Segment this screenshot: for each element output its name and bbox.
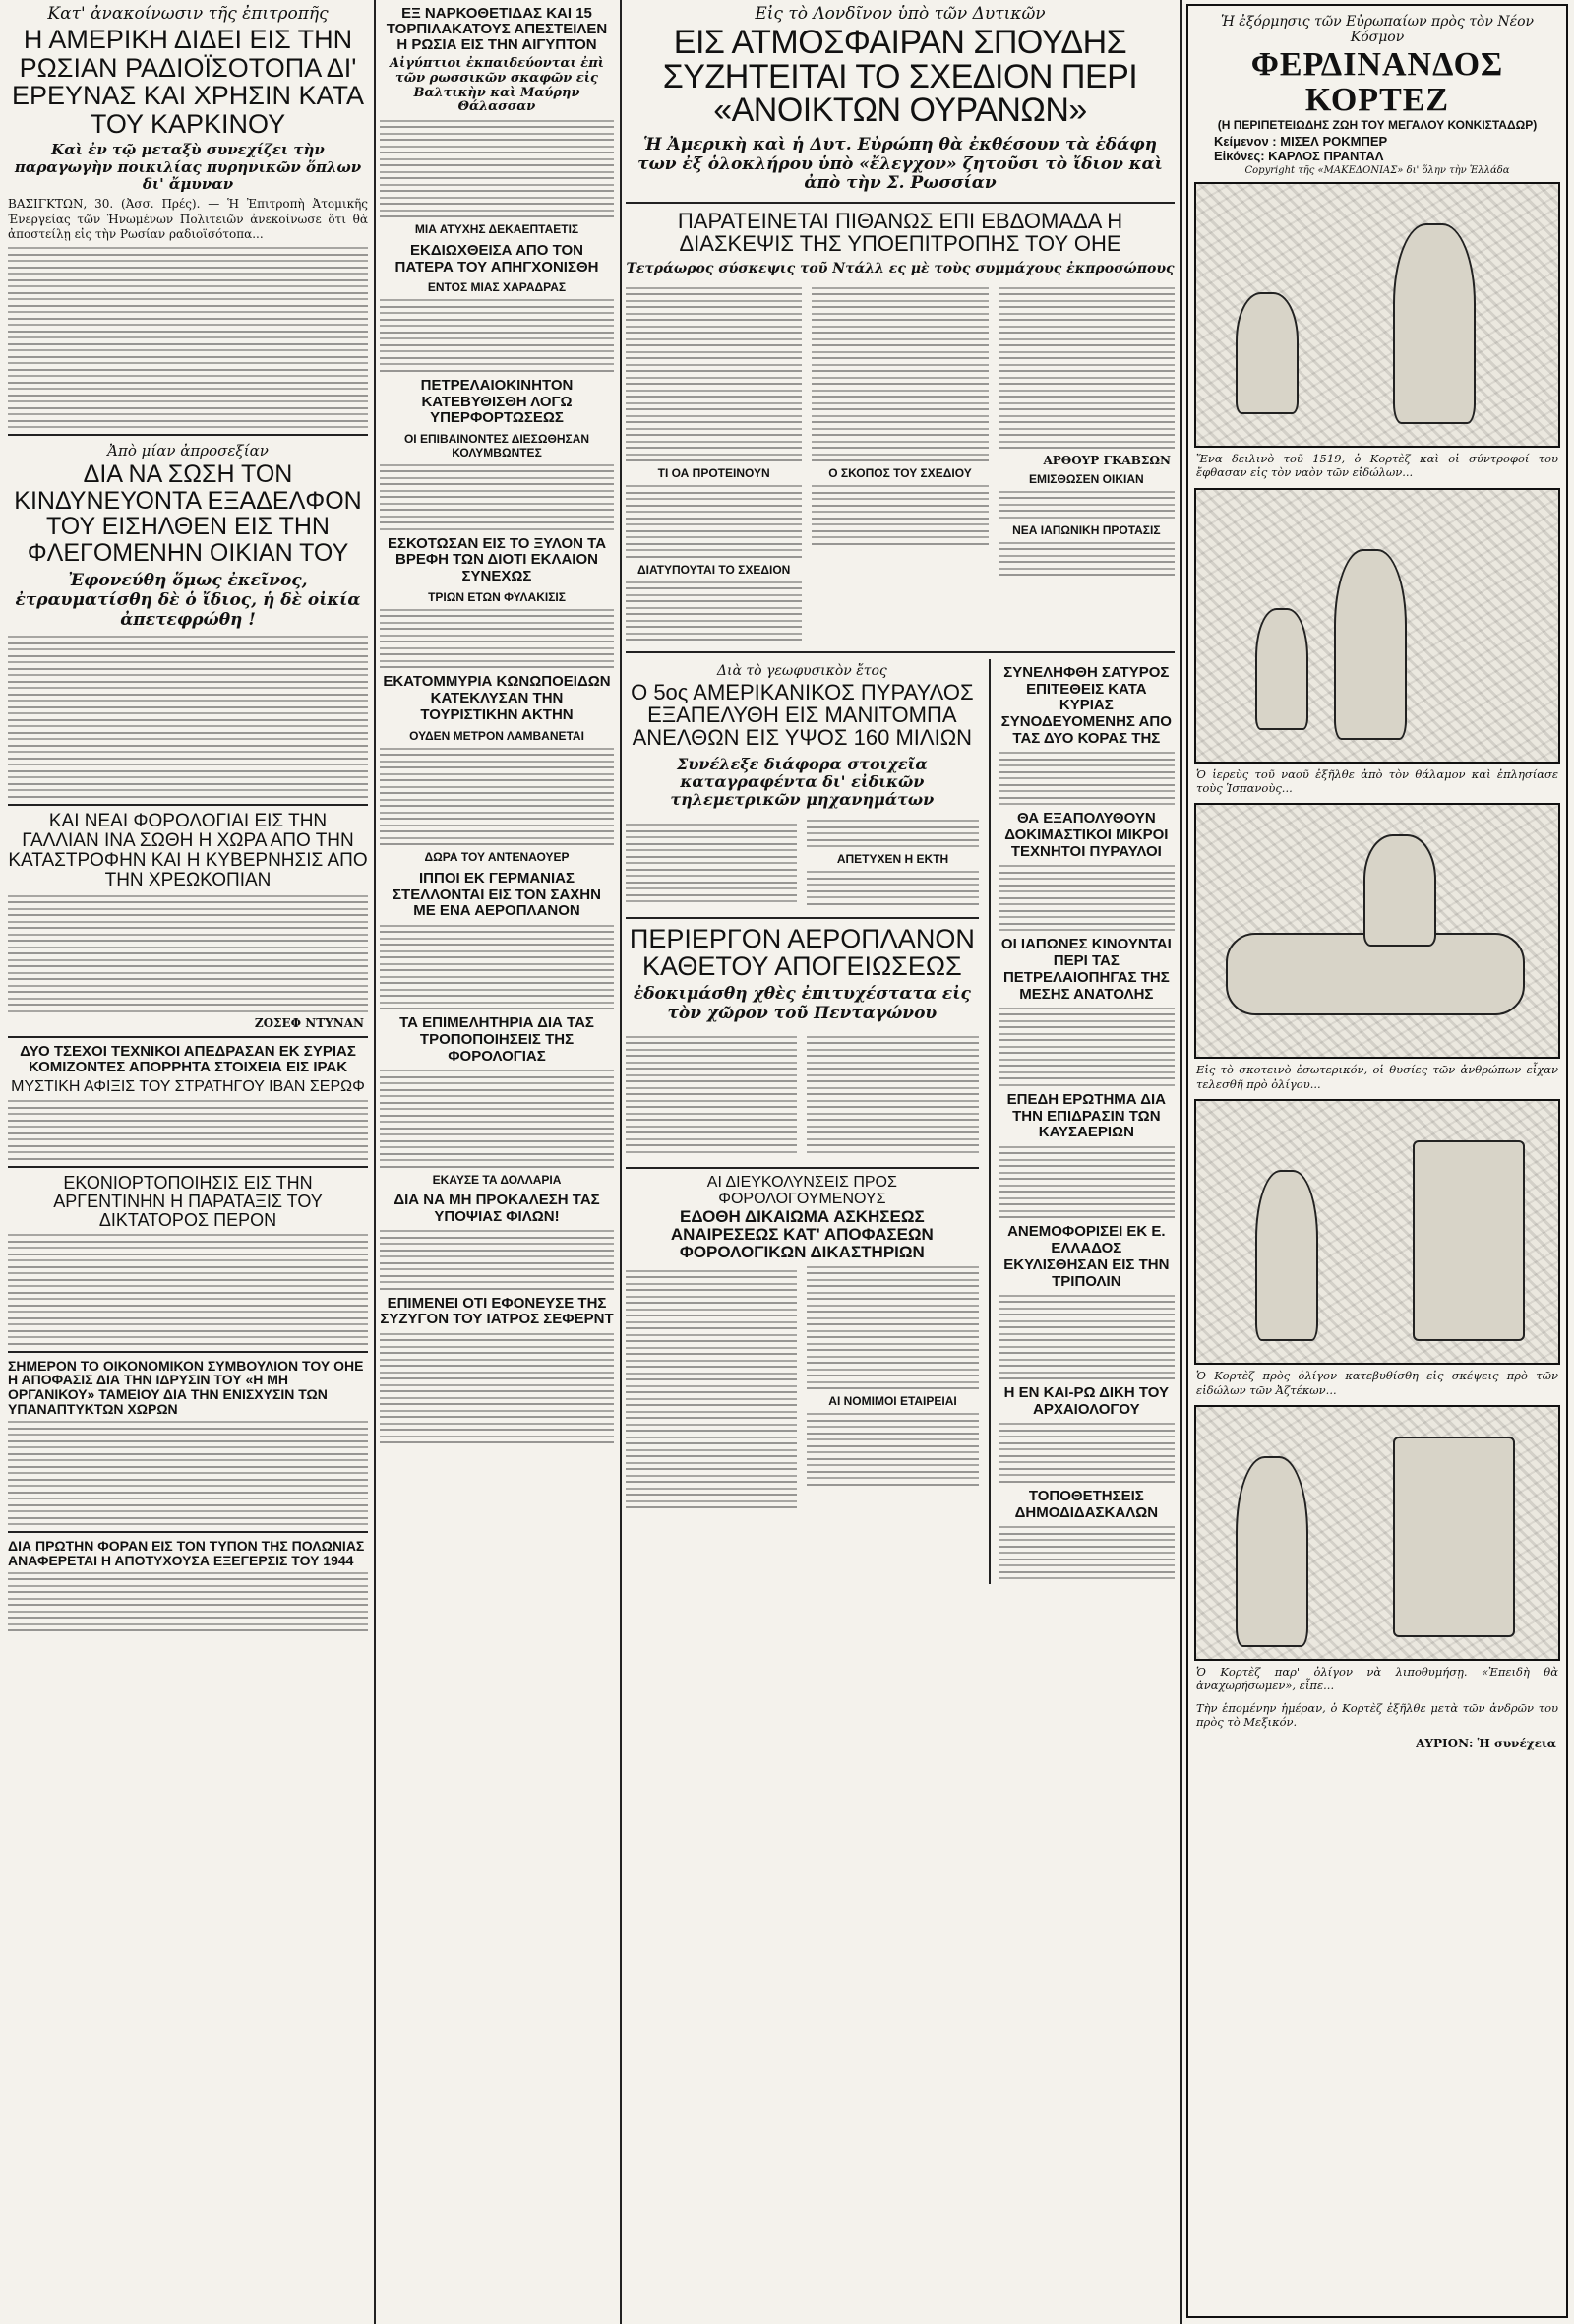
column-rule (620, 0, 622, 2324)
headline-japanese-oil: ΟΙ ΙΑΠΩΝΕΣ ΚΙΝΟΥΝΤΑΙ ΠΕΡΙ ΤΑΣ ΠΕΤΡΕΛΑΙΟΠΗΓΑΣ ΤΗΣ ΜΕΣΗΣ ΑΝΑΤΟΛΗΣ (1000, 936, 1172, 1003)
figure (1236, 292, 1299, 414)
panel-caption: Ὁ Κορτὲζ παρ' ὀλίγον νὰ λιποθυμήσῃ. «Ἐπειδὴ θὰ ἀναχωρήσωμεν», εἶπε... (1196, 1664, 1558, 1693)
kicker: Κατ' ἀνακοίνωσιν τῆς ἐπιτροπῆς (47, 4, 329, 24)
headline-satyr: ΣΥΝΕΛΗΦΘΗ ΣΑΤΥΡΟΣ ΕΠΙΤΕΘΕΙΣ ΚΑΤΑ ΚΥΡΙΑΣ ΣΥΝΟΔΕΥΟΜΕΝΗΣ ΑΠΟ ΤΑΣ ΔΥΟ ΚΟΡΑΣ ΤΗΣ (1000, 663, 1172, 747)
article-body (380, 609, 614, 669)
article-body (807, 871, 978, 905)
headline-test-rockets: ΘΑ ΕΞΑΠΟΛΥΘΟΥΝ ΔΟΚΙΜΑΣΤΙΚΟΙ ΜΙΚΡΟΙ ΤΕΧΝΗΤΟΙ ΠΥΡΑΥΛΟΙ (1004, 810, 1169, 860)
copyright: Copyright τῆς «ΜΑΚΕΔΟΝΙΑΣ» δι' ὅλην τὴν Ἑλλάδα (1244, 164, 1510, 176)
article-columns (626, 1027, 979, 1161)
subheadline: Τετράωρος σύσκεψις τοῦ Ντάλλ ες μὲ τοὺς συμμάχους ἐκπροσώπους (626, 261, 1175, 277)
lower-section (626, 659, 1175, 1584)
kicker: ΕΜΙΣΘΩΣΕΝ ΟΙΚΙΑΝ (1028, 471, 1144, 486)
credit-text: Κείμενον : ΜΙΣΕΛ ΡΟΚΜΠΕΡ (1214, 133, 1388, 149)
divider (8, 804, 368, 806)
divider (8, 1166, 368, 1168)
kicker: ΑΠΕΤΥΧΕΝ Η ΕΚΤΗ (836, 852, 949, 867)
column-rule (374, 0, 376, 2324)
headline-argentina: ΕΚΟΝΙΟΡΤΟΠΟΙΗΣΙΣ ΕΙΣ ΤΗΝ ΑΡΓΕΝΤΙΝΗΝ Η ΠΑΡΑΤΑΞΙΣ ΤΟΥ ΔΙΚΤΑΤΟΡΟΣ ΠΕΡΟΝ (53, 1172, 323, 1230)
divider (626, 917, 979, 919)
kicker: ΤΙ ΟΑ ΠΡΟΤΕΙΝΟΥΝ (657, 466, 770, 481)
kicker: ΝΕΑ ΙΑΠΩΝΙΚΗ ΠΡΟΤΑΣΙΣ (1012, 522, 1161, 537)
subheadline: Συνέλεξε διάφορα στοιχεῖα καταγραφέντα δι' εἰδικῶν τηλεμετρικῶν μηχανημάτων (670, 754, 935, 810)
article-columns (626, 816, 979, 911)
rocket-story (626, 659, 979, 1584)
article-body (999, 752, 1175, 805)
article-body (626, 820, 797, 907)
kicker: ΑΙ ΝΟΜΙΜΟΙ ΕΤΑΙΡΕΙΑΙ (828, 1394, 957, 1409)
comic-panel-2 (1194, 488, 1560, 764)
column-2 (380, 0, 614, 1448)
kicker: ΟΥΔΕΝ ΜΕΤΡΟΝ ΛΑΜΒΑΝΕΤΑΙ (409, 728, 584, 743)
article-body (8, 636, 368, 798)
panel-caption: Ὁ Κορτὲζ πρὸς ὀλίγον κατεβυθίσθη εἰς σκέψεις πρὸ τῶν εἰδώλων τῶν Ἀζτέκων... (1196, 1369, 1558, 1397)
kicker: ΤΡΙΩΝ ΕΤΩΝ ΦΥΛΑΚΙΣΙΣ (428, 590, 566, 605)
article-body (999, 1008, 1175, 1086)
kicker: Ο ΣΚΟΠΟΣ ΤΟΥ ΣΧΕΔΙΟΥ (828, 466, 972, 481)
divider (8, 1531, 368, 1533)
comic-panel-4 (1194, 1099, 1560, 1365)
priest-figure (1363, 834, 1436, 947)
divider (626, 1167, 979, 1169)
byline: ΖΟΣΕΦ ΝΤΥΝΑΝ (254, 1016, 364, 1031)
comic-panel-5 (1194, 1405, 1560, 1661)
headline-vtol-plane: ΠΕΡΙΕΡΓΟΝ ΑΕΡΟΠΛΑΝΟΝ ΚΑΘΕΤΟΥ ΑΠΟΓΕΙΩΣΕΩΣ (629, 923, 975, 982)
headline-archaeologist: Η ΕΝ ΚΑΙ-ΡΩ ΔΙΚΗ ΤΟΥ ΑΡΧΑΙΟΛΟΓΟΥ (1003, 1384, 1170, 1419)
serial-title: ΦΕΡΔΙΝΑΝΔΟΣ ΚΟΡΤΕΖ (1250, 46, 1504, 118)
article-body (626, 287, 802, 462)
article-body (8, 1421, 368, 1525)
article-body (999, 1146, 1175, 1219)
article-body (380, 748, 614, 846)
cortez-serial (1186, 4, 1568, 2318)
article-body (999, 1423, 1175, 1483)
headline-un-subcommittee: ΠΑΡΑΤΕΙΝΕΤΑΙ ΠΙΘΑΝΩΣ ΕΠΙ ΕΒΔΟΜΑΔΑ Η ΔΙΑΣΚΕΨΙΣ ΤΗΣ ΥΠΟΕΠΙΤΡΟΠΗΣ ΤΟΥ ΟΗΕ (677, 208, 1123, 256)
credit-images: Εἰκόνες: ΚΑΡΛΟΣ ΠΡΑΝΤΑΛ (1214, 148, 1384, 163)
article-body (999, 1526, 1175, 1579)
article-body (380, 1070, 614, 1168)
headline-teachers: ΤΟΠΟΘΕΤΗΣΕΙΣ ΔΗΜΟΔΙΔΑΣΚΑΛΩΝ (1014, 1487, 1159, 1521)
headline-open-skies: ΕΙΣ ΑΤΜΟΣΦΑΙΡΑΝ ΣΠΟΥΔΗΣ ΣΥΖΗΤΕΙΤΑΙ ΤΟ ΣΧΕΔΙΟΝ ΠΕΡΙ «ΑΝΟΙΚΤΩΝ ΟΥΡΑΝΩΝ» (662, 24, 1138, 130)
article-body (380, 120, 614, 218)
headline-radioisotopes: Η ΑΜΕΡΙΚΗ ΔΙΔΕΙ ΕΙΣ ΤΗΝ ΡΩΣΙΑΝ ΡΑΔΙΟΪΣΟΤΟΠΑ ΔΙ' ΕΡΕΥΝΑΣ ΚΑΙ ΧΡΗΣΙΝ ΚΑΤΑ ΤΟΥ ΚΑΡΚΙΝΟΥ (12, 25, 364, 139)
dateline: ΒΑΣΙΓΚΤΩΝ, 30. (Ἀσσ. Πρές). — Ἡ Ἐπιτροπὴ Ἀτομικῆς Ἐνεργείας τῶν Ἡνωμένων Πολιτειῶν ἀνεκοίνωσε ὅτι θὰ ἀποστείλῃ εἰς τὴν Ρωσίαν ραδιοϊσότοπα... (8, 197, 368, 242)
article-body (380, 299, 614, 372)
divider (626, 651, 1175, 653)
headline-oil-tanker: ΠΕΤΡΕΛΑΙΟΚΙΝΗΤΟΝ ΚΑΤΕΒΥΘΙΣΘΗ ΛΟΓΩ ΥΠΕΡΦΟΡΤΩΣΕΩΣ (420, 376, 574, 427)
soldier-figure (1255, 608, 1308, 730)
article-body (999, 491, 1175, 519)
column-rule (1180, 0, 1182, 2324)
article-body (999, 287, 1175, 450)
text-column (812, 282, 988, 644)
priest-figure (1334, 549, 1407, 740)
kicker: ΔΩΡΑ ΤΟΥ ΑΝΤΕΝΑΟΥΕΡ (424, 850, 570, 865)
headline-sheffield: ΕΠΙΜΕΝΕΙ ΟΤΙ ΕΦΟΝΕΥΣΕ ΤΗΣ ΣΥΖΥΓΟΝ ΤΟΥ ΙΑΤΡΟΣ ΣΕΦΕΡΝΤ (380, 1294, 614, 1328)
article-body (626, 1031, 797, 1157)
subheadline: Ἡ Ἀμερικὴ καὶ ἡ Δυτ. Εὐρώπη θὰ ἐκθέσουν τὰ ἐδάφη των ἐξ ὁλοκλήρου ὑπὸ «ἔλεγχον» ζητοῦσι τὸ ἴδιον καὶ ἀπὸ τὴν Σ. Ρωσσίαν (637, 135, 1163, 194)
headline-czech-technicians: ΔΥΟ ΤΣΕΧΟΙ ΤΕΧΝΙΚΟΙ ΑΠΕΔΡΑΣΑΝ ΕΚ ΣΥΡΙΑΣ ΚΟΜΙΖΟΝΤΕΣ ΑΠΟΡΡΗΤΑ ΣΤΟΙΧΕΙΑ ΕΙΣ ΙΡΑΚ (20, 1043, 356, 1075)
article-columns (626, 1261, 979, 1517)
article-body (807, 1413, 978, 1486)
article-body (812, 287, 988, 462)
cortez-figure (1255, 1170, 1318, 1341)
panel-caption: Ὁ ἱερεὺς τοῦ ναοῦ ἐξῆλθε ἀπὸ τὸν θάλαμον καὶ ἐπλησίασε τοὺς Ἱσπανοὺς... (1196, 766, 1558, 796)
article-body (812, 485, 988, 545)
headline-tripoli: ΑΝΕΜΟΦΟΡΙΣΕΙ ΕΚ Ε. ΕΛΛΑΔΟΣ ΕΚΥΛΙΣΘΗΣΑΝ ΕΙΣ ΤΗΝ ΤΡΙΠΟΛΙΝ (1003, 1223, 1170, 1290)
headline-mosquitoes: ΕΚΑΤΟΜΜΥΡΙΑ ΚΩΝΩΠΟΕΙΔΩΝ ΚΑΤΕΚΛΥΣΑΝ ΤΗΝ ΤΟΥΡΙΣΤΙΚΗΝ ΑΚΤΗΝ (383, 673, 611, 724)
side-briefs (989, 659, 1175, 1584)
article-body (8, 1100, 368, 1160)
column-1 (8, 0, 368, 1636)
article-body (999, 542, 1175, 577)
article-body (380, 1333, 614, 1444)
article-body (626, 485, 802, 558)
kicker: Εἰς τὸ Λονδῖνον ὑπὸ τῶν Δυτικῶν (755, 4, 1046, 24)
article-body (626, 581, 802, 642)
article-body (380, 464, 614, 530)
article-body (807, 820, 978, 847)
divider (8, 1036, 368, 1038)
article-body (8, 247, 368, 428)
comic-panel-1 (1194, 182, 1560, 448)
headline-serov: ΜΥΣΤΙΚΗ ΑΦΙΞΙΣ ΤΟΥ ΣΤΡΑΤΗΓΟΥ ΙΒΑΝ ΣΕΡΩΦ (11, 1077, 365, 1095)
headline-rocket: Ο 5ος ΑΜΕΡΙΚΑΝΙΚΟΣ ΠΥΡΑΥΛΟΣ ΕΞΑΠΕΛΥΘΗ ΕΙΣ ΜΑΝΙΤΟΜΠΑ ΑΝΕΛΘΩΝ ΕΙΣ ΥΨΟΣ 160 ΜΙΛΙΩΝ (631, 679, 974, 751)
divider (8, 1351, 368, 1353)
article-body (380, 925, 614, 1010)
panel-caption: Ἕνα δειλινὸ τοῦ 1519, ὁ Κορτὲζ καὶ οἱ σύντροφοί του ἔφθασαν εἰς τὸν ναὸν τῶν εἰδώλων... (1196, 451, 1558, 480)
article-body (8, 895, 368, 1012)
kicker: ΕΝΤΟΣ ΜΙΑΣ ΧΑΡΑΔΡΑΣ (427, 280, 567, 295)
article-body (999, 865, 1175, 931)
article-body (807, 1266, 978, 1390)
article-columns (626, 282, 1175, 644)
headline-17-year-old: ΕΚΔΙΩΧΘΕΙΣΑ ΑΠΟ ΤΟΝ ΠΑΤΕΡΑ ΤΟΥ ΑΠΗΓΧΟΝΙΣΘΗ (394, 241, 599, 275)
headline-chambers-tax: ΤΑ ΕΠΙΜΕΛΗΤΗΡΙΑ ΔΙΑ ΤΑΣ ΤΡΟΠΟΠΟΙΗΣΕΙΣ ΤΗΣ ΦΟΡΟΛΟΓΙΑΣ (399, 1014, 594, 1065)
temple-figure (1393, 1437, 1515, 1637)
panel-caption: Εἰς τὸ σκοτεινὸ ἐσωτερικόν, οἱ θυσίες τῶν ἀνθρώπων εἶχαν τελεσθῆ πρὸ ὀλίγου... (1196, 1063, 1558, 1091)
comic-panel-3 (1194, 803, 1560, 1059)
headline-un-council: ΣΗΜΕΡΟΝ ΤΟ ΟΙΚΟΝΟΜΙΚΟΝ ΣΥΜΒΟΥΛΙΟΝ ΤΟΥ ΟΗΕ Η ΑΠΟΦΑΣΙΣ ΔΙΑ ΤΗΝ ΙΔΡΥΣΙΝ ΤΟΥ «Η ΜΗ ΟΡΓΑΝΙΚΟΥ» ΤΑΜΕΙΟΥ ΔΙΑ ΤΗΝ ΕΝΙΣΧΥΣΙΝ ΤΩΝ ΥΠΑΝΑΠΤΥΚΤΩΝ ΧΩΡΩΝ (8, 1357, 364, 1417)
subheadline: Καὶ ἐν τῷ μεταξὺ συνεχίζει τὴν παραγωγὴν ποικιλίας πυρηνικῶν ὅπλων δι' ἄμυναν (14, 141, 362, 193)
headline-fire: ΔΙΑ ΝΑ ΣΩΣΗ ΤΟΝ ΚΙΝΔΥΝΕΥΟΝΤΑ ΕΞΑΔΕΛΦΟΝ ΤΟΥ ΕΙΣΗΛΘΕΝ ΕΙΣ ΤΗΝ ΦΛΕΓΟΜΕΝΗΝ ΟΙΚΙΑΝ ΤΟΥ (14, 460, 362, 567)
kicker: ΕΚΑΥΣΕ ΤΑ ΔΟΛΛΑΡΙΑ (432, 1172, 562, 1187)
text-column (807, 1261, 978, 1517)
byline: ΑΡΘΟΥΡ ΓΚΑΒΣΩΝ (1043, 453, 1171, 467)
column-3 (626, 0, 1175, 1584)
headline-egypt-ships: ΕΞ ΝΑΡΚΟΘΕΤΙΔΑΣ ΚΑΙ 15 ΤΟΡΠΙΛΑΚΑΤΟΥΣ ΑΠΕΣΤΕΙΛΕΝ Η ΡΩΣΙΑ ΕΙΣ ΤΗΝ ΑΙΓΥΠΤΟΝ (386, 5, 608, 53)
article-body (8, 1234, 368, 1345)
text-column (999, 282, 1175, 644)
article-body (8, 1572, 368, 1632)
divider (626, 202, 1175, 204)
kicker: ΟΙ ΕΠΙΒΑΙΝΟΝΤΕΣ ΔΙΕΣΩΘΗΣΑΝ ΚΟΛΥΜΒΩΝΤΕΣ (403, 432, 590, 459)
headline-france-taxes: ΚΑΙ ΝΕΑΙ ΦΟΡΟΛΟΓΙΑΙ ΕΙΣ ΤΗΝ ΓΑΛΛΙΑΝ ΙΝΑ ΣΩΘΗ Η ΧΩΡΑ ΑΠΟ ΤΗΝ ΚΑΤΑΣΤΡΟΦΗΝ ΚΑΙ Η ΚΥΒΕΡΝΗΣΙΣ ΑΠΟ ΤΗΝ ΧΡΕΩΚΟΠΙΑΝ (8, 810, 368, 890)
kicker: ΔΙΑΤΥΠΟΥΤΑΙ ΤΟ ΣΧΕΔΙΟΝ (636, 562, 791, 577)
article-body (807, 1031, 978, 1157)
subheadline: Αἰγύπτιοι ἐκπαιδεύονται ἐπὶ τῶν ρωσσικῶν σκαφῶν εἰς Βαλτικὴν καὶ Μαύρην Θάλασσαν (389, 55, 605, 115)
headline-infants: ΕΣΚΟΤΩΣΑΝ ΕΙΣ ΤΟ ΞΥΛΟΝ ΤΑ ΒΡΕΦΗ ΤΩΝ ΔΙΟΤΙ ΕΚΛΑΙΟΝ ΣΥΝΕΧΩΣ (387, 534, 607, 585)
text-column (626, 282, 802, 644)
headline-exhaust: ΕΠΕΔΗ ΕΡΩΤΗΜΑ ΔΙΑ ΤΗΝ ΕΠΙΔΡΑΣΙΝ ΤΩΝ ΚΑΥΣΑΕΡΙΩΝ (1006, 1090, 1167, 1141)
headline-burned-dollars: ΔΙΑ ΝΑ ΜΗ ΠΡΟΚΑΛΕΣΗ ΤΑΣ ΥΠΟΨΙΑΣ ΦΙΛΩΝ! (394, 1191, 600, 1225)
headline-horses-shah: ΙΠΠΟΙ ΕΚ ΓΕΡΜΑΝΙΑΣ ΣΤΕΛΛΟΝΤΑΙ ΕΙΣ ΤΟΝ ΣΑΧΗΝ ΜΕ ΕΝΑ ΑΕΡΟΠΛΑΝΟΝ (393, 869, 601, 920)
cortez-figure (1236, 1456, 1308, 1647)
continuation: ΑΥΡΙΟΝ: Ἡ συνέχεια (1416, 1737, 1556, 1751)
headline-taxpayers: ΑΙ ΔΙΕΥΚΟΛΥΝΣΕΙΣ ΠΡΟΣ ΦΟΡΟΛΟΓΟΥΜΕΝΟΥΣ (706, 1174, 897, 1208)
text-column (807, 816, 978, 911)
subheadline: Ἐφονεύθη ὅμως ἐκεῖνος, ἐτραυματίσθη δὲ ὁ ἴδιος, ἡ δὲ οἰκία ἀπετεφρώθη ! (15, 571, 361, 630)
serial-subtitle: (Η ΠΕΡΙΠΕΤΕΙΩΔΗΣ ΖΩΗ ΤΟΥ ΜΕΓΑΛΟΥ ΚΟΝΚΙΣΤΑΔΩΡ) (1217, 118, 1538, 133)
idol-figure (1413, 1140, 1525, 1341)
article-body (380, 1230, 614, 1290)
kicker: ΜΙΑ ΑΤΥΧΗΣ ΔΕΚΑΕΠΤΑΕΤΙΣ (414, 222, 579, 237)
subheadline: ἐδοκιμάσθη χθὲς ἐπιτυχέστατα εἰς τὸν χῶρον τοῦ Πενταγώνου (633, 984, 971, 1023)
panel-caption: Τὴν ἑπομένην ἡμέραν, ὁ Κορτὲζ ἐξῆλθε μετὰ τῶν ἀνδρῶν του πρὸς τὸ Μεξικόν. (1196, 1700, 1558, 1730)
idol-figure (1393, 223, 1476, 424)
headline-poland-1944: ΔΙΑ ΠΡΩΤΗΝ ΦΟΡΑΝ ΕΙΣ ΤΟΝ ΤΥΠΟΝ ΤΗΣ ΠΟΛΩΝΙΑΣ ΑΝΑΦΕΡΕΤΑΙ Η ΑΠΟΤΥΧΟΥΣΑ ΕΞΕΓΕΡΣΙΣ ΤΟΥ 1944 (8, 1538, 365, 1568)
headline-tax-courts: ΕΔΟΘΗ ΔΙΚΑΙΩΜΑ ΑΣΚΗΣΕΩΣ ΑΝΑΙΡΕΣΕΩΣ ΚΑΤ' ΑΠΟΦΑΣΕΩΝ ΦΟΡΟΛΟΓΙΚΩΝ ΔΙΚΑΣΤΗΡΙΩΝ (670, 1207, 934, 1262)
article-body (999, 1295, 1175, 1380)
divider (8, 434, 368, 436)
kicker: Ἀπὸ μίαν ἀπροσεξίαν (107, 442, 269, 460)
kicker: Διὰ τὸ γεωφυσικὸν ἔτος (716, 662, 887, 679)
kicker: Ἡ ἐξόρμησις τῶν Εὐρωπαίων πρὸς τὸν Νέον Κόσμον (1220, 14, 1535, 45)
article-body (626, 1265, 797, 1513)
